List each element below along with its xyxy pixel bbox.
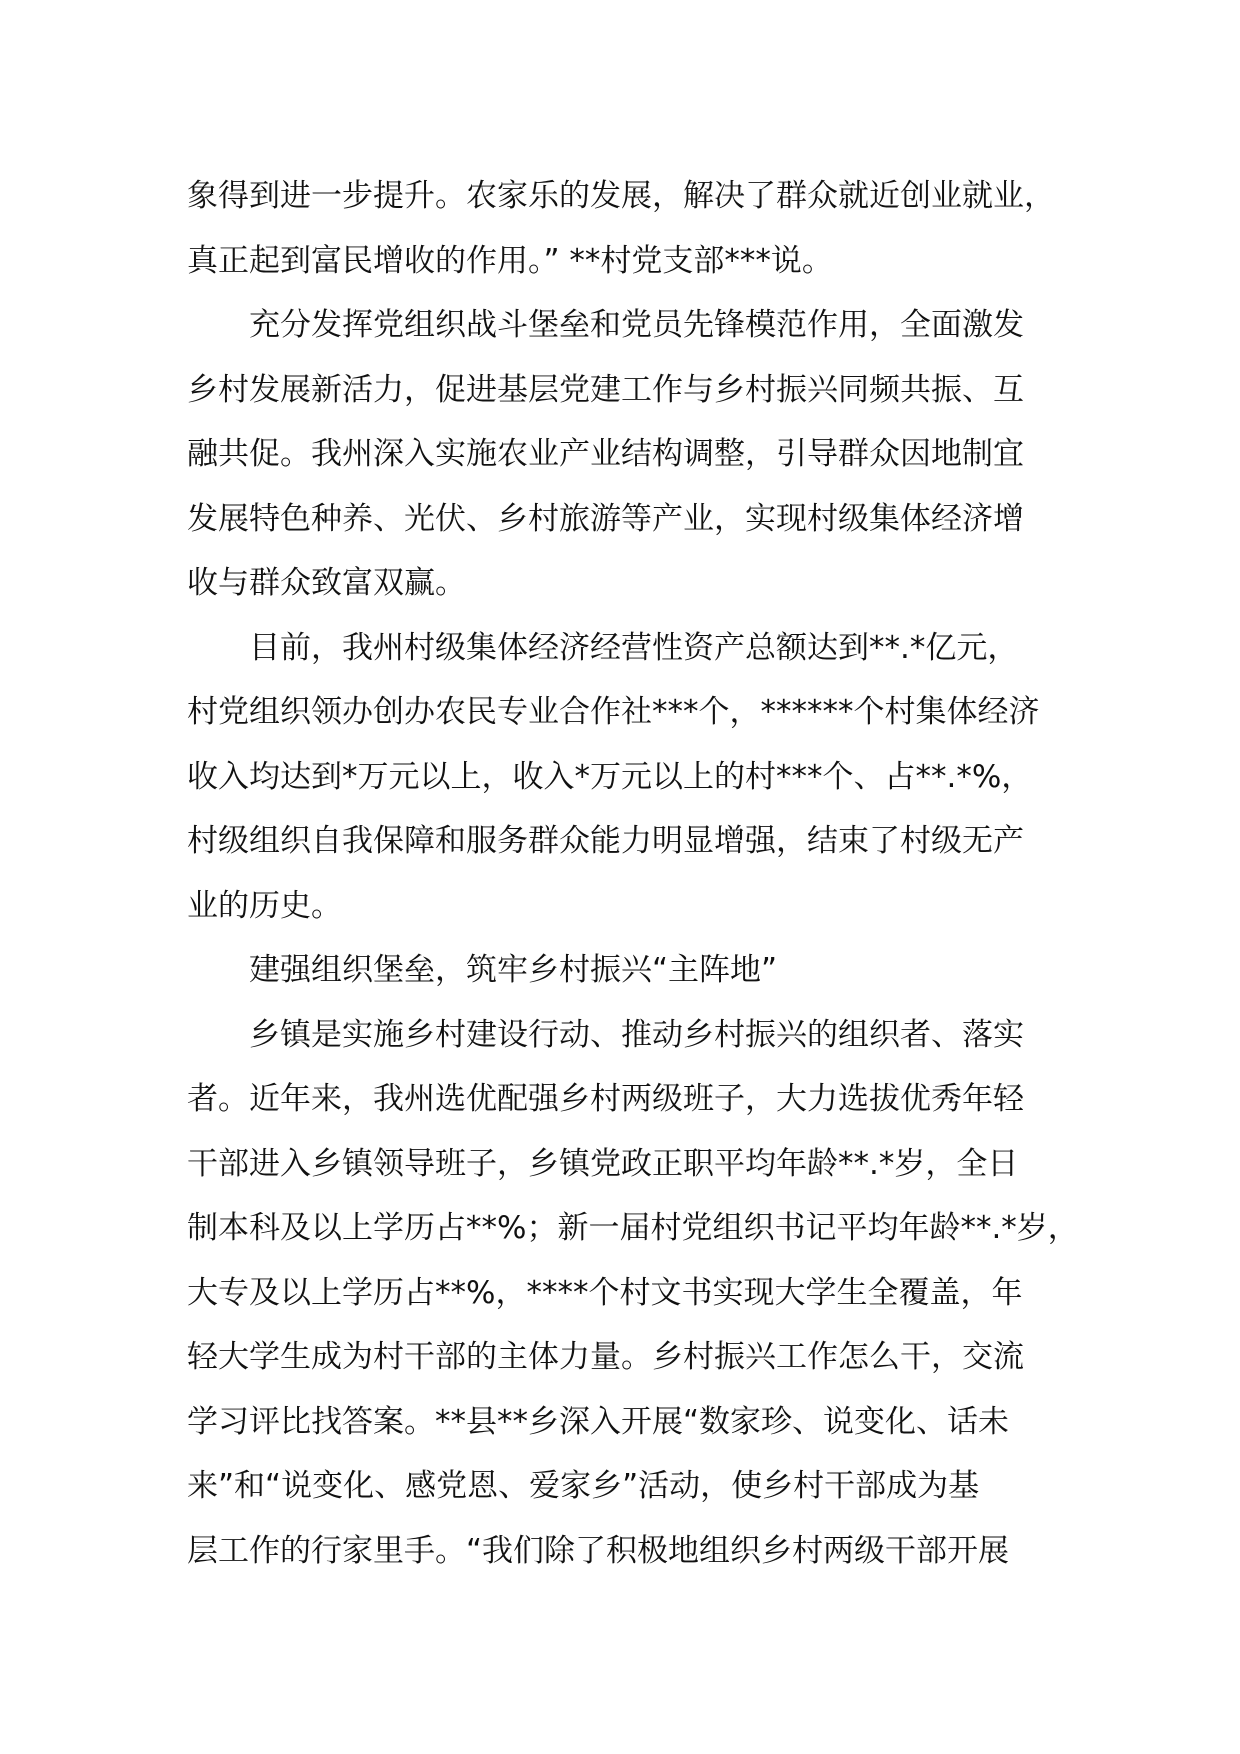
text-line: 轻大学生成为村干部的主体力量。乡村振兴工作怎么干，交流 (187, 1339, 1024, 1375)
text-line: 村级组织自我保障和服务群众能力明显增强，结束了村级无产 (187, 823, 1024, 859)
text-line: 充分发挥党组织战斗堡垒和党员先锋模范作用，全面激发 (249, 307, 1024, 343)
text-line: 目前，我州村级集体经济经营性资产总额达到**.*亿元， (249, 629, 1019, 666)
text-line: 学习评比找答案。**县**乡深入开展“数家珍、说变化、话未 (187, 1403, 1010, 1440)
text-line: 制本科及以上学历占**%；新一届村党组织书记平均年龄**.*岁， (187, 1210, 1079, 1246)
text-line: 者。近年来，我州选优配强乡村两级班子，大力选拔优秀年轻 (187, 1081, 1024, 1117)
text-line: 业的历史。 (187, 887, 342, 924)
text-line: 收与群众致富双赢。 (187, 565, 466, 601)
text-line: 大专及以上学历占**%，****个村文书实现大学生全覆盖，年 (187, 1274, 1023, 1311)
text-line: 来”和“说变化、感党恩、爱家乡”活动，使乡村干部成为基 (187, 1468, 980, 1504)
text-line: 融共促。我州深入实施农业产业结构调整，引导群众因地制宜 (187, 436, 1024, 472)
section-heading: 建强组织堡垒，筑牢乡村振兴“主阵地” (249, 952, 778, 988)
body-text (187, 164, 1087, 1583)
text-line: 发展特色种养、光伏、乡村旅游等产业，实现村级集体经济增 (187, 500, 1024, 537)
text-line: 收入均达到*万元以上，收入*万元以上的村***个、占**.*%， (187, 758, 1033, 795)
text-line: 干部进入乡镇领导班子，乡镇党政正职平均年龄**.*岁，全日 (187, 1145, 1019, 1182)
text-line: 乡镇是实施乡村建设行动、推动乡村振兴的组织者、落实 (249, 1016, 1024, 1053)
text-line: 乡村发展新活力，促进基层党建工作与乡村振兴同频共振、互 (187, 371, 1024, 408)
text-line: 村党组织领办创办农民专业合作社***个，******个村集体经济 (187, 694, 1040, 730)
text-line: 层工作的行家里手。“我们除了积极地组织乡村两级干部开展 (187, 1532, 1010, 1569)
text-line: 真正起到富民增收的作用。” **村党支部***说。 (187, 242, 833, 279)
text-line: 象得到进一步提升。农家乐的发展，解决了群众就近创业就业， (187, 178, 1055, 214)
